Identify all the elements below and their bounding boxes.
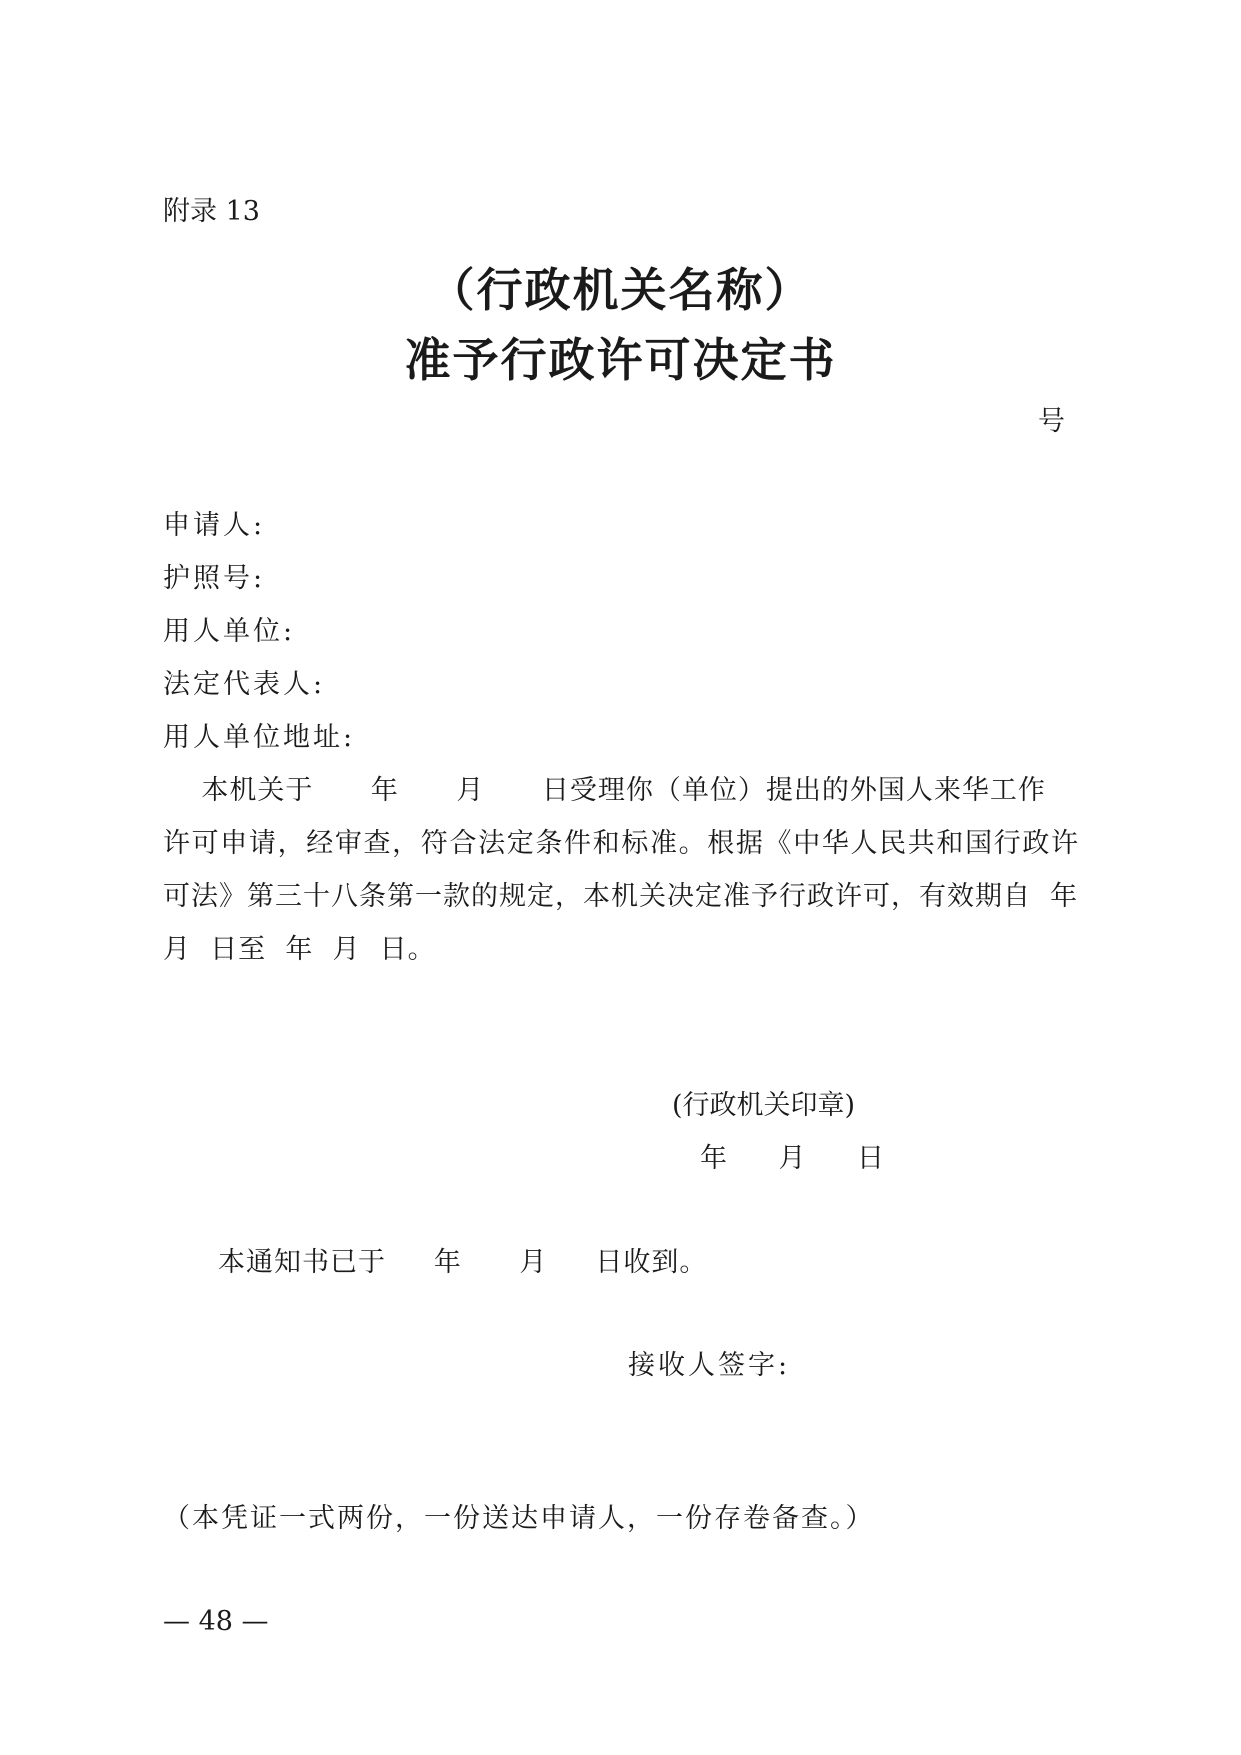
field-employer: 用人单位: xyxy=(163,616,296,647)
body-line-2: 许可申请，经审查，符合法定条件和标准。根据《中华人民共和国行政许 xyxy=(163,828,1079,859)
footnote: （本凭证一式两份，一份送达申请人，一份存卷备查。） xyxy=(163,1503,875,1534)
title-agency-name: （行政机关名称） xyxy=(428,263,813,317)
field-legal-representative: 法定代表人: xyxy=(163,669,326,700)
appendix-label: 附录 13 xyxy=(163,196,260,227)
seal-date: 年 月 日 xyxy=(700,1143,884,1174)
body-line-4: 月 日至 年 月 日。 xyxy=(163,934,436,965)
body-line-3: 可法》第三十八条第一款的规定，本机关决定准予行政许可，有效期自 年 xyxy=(163,881,1079,912)
receiver-signature-label: 接收人签字: xyxy=(628,1350,791,1381)
field-applicant: 申请人: xyxy=(163,510,266,541)
page-number: — 48 — xyxy=(163,1606,269,1637)
body-line-1: 本机关于 年 月 日受理你（单位）提出的外国人来华工作 xyxy=(163,775,1046,806)
field-passport: 护照号: xyxy=(163,563,266,594)
field-employer-address: 用人单位地址: xyxy=(163,722,356,753)
title-decision: 准予行政许可决定书 xyxy=(404,333,837,387)
receipt-statement: 本通知书已于 年 月 日收到。 xyxy=(218,1247,708,1278)
seal-label: (行政机关印章) xyxy=(672,1090,856,1121)
document-number-suffix: 号 xyxy=(1038,406,1065,437)
